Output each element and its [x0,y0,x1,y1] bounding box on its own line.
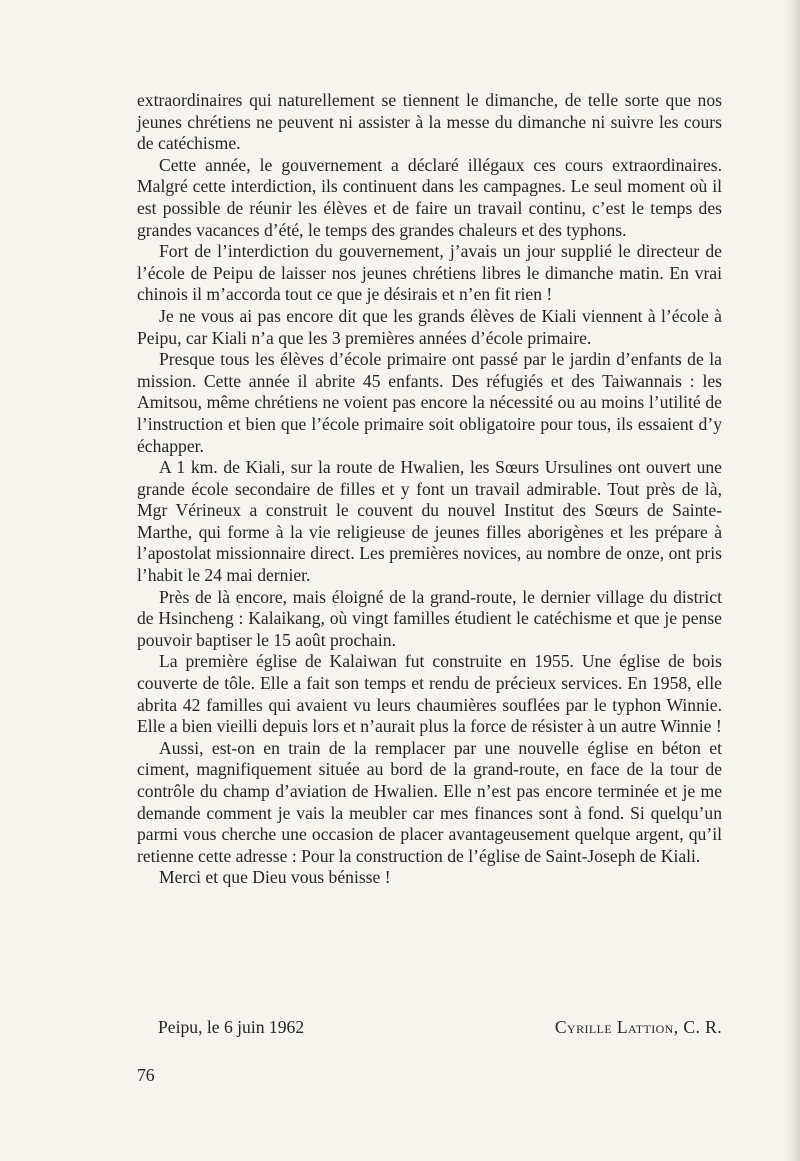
page-edge-shadow [786,0,800,1161]
place-date: Peipu, le 6 juin 1962 [158,1017,305,1037]
paragraph-5: Presque tous les élèves d’école primaire ont passé par le jardin d’enfants de la mission. Cette année il abrite 45 enfants. Des réfugiés et des Taiwannais : les Amitsou, même chrétiens ne voient pas encore la nécessité ou au moins l’utilité de l’instruction et bien que l’école primaire soit obligatoire pour tous, ils essaient d’y échapper. [137,349,722,456]
paragraph-3: Fort de l’interdiction du gouvernement, j’avais un jour supplié le directeur de l’école de Peipu de laisser nos jeunes chrétiens libres le dimanche matin. En vrai chinois il m’accorda tout ce que je désirais et n’en fit rien ! [137,241,722,305]
author-signature: Cyrille Lattion, C. R. [554,1017,722,1037]
closing-line [158,1017,722,1039]
paragraph-10: Merci et que Dieu vous bénisse ! [159,867,391,888]
body-text [137,90,722,889]
paragraph-2: Cette année, le gouvernement a déclaré illégaux ces cours extraordinaires. Malgré cette interdiction, ils continuent dans les campagnes. Le seul moment où il est possible de réunir les élèves et de faire un travail continu, c’est le temps des grandes vacances d’été, le temps des grandes chaleurs et des typhons. [137,154,722,240]
paragraph-6: A 1 km. de Kiali, sur la route de Hwalien, les Sœurs Ursulines ont ouvert une grande école secondaire de filles et y font un travail admirable. Tout près de là, Mgr Vérineux a construit le couvent du nouvel Institut des Sœurs de Sainte-Marthe, qui forme à la vie religieuse de jeunes filles aborigènes et les prépare à l’apostolat missionnaire direct. Les premières novices, au nombre de onze, ont pris l’habit le 24 mai dernier. [137,457,722,586]
paragraph-9: Aussi, est-on en train de la remplacer par une nouvelle église en béton et ciment, magnifiquement située au bord de la grand-route, en face de la tour de contrôle du champ d’aviation de Hwalien. Elle n’est pas encore terminée et je me demande comment je vais la meubler car mes finances sont à fond. Si quelqu’un parmi vous cherche une occasion de placer avantageusement quelque argent, qu’il retienne cette adresse : Pour la construction de l’église de Saint-Joseph de Kiali. [137,737,722,866]
paragraph-4: Je ne vous ai pas encore dit que les grands élèves de Kiali viennent à l’école à Peipu, car Kiali n’a que les 3 premières années d’école primaire. [137,305,722,348]
page-number: 76 [137,1065,155,1085]
paragraph-7: Près de là encore, mais éloigné de la grand-route, le dernier village du district de Hsincheng : Kalaikang, où vingt familles étudient le catéchisme et que je pense pouvoir baptiser le 15 août prochain. [137,586,722,650]
paragraph-8: La première église de Kalaiwan fut construite en 1955. Une église de bois couverte de tôle. Elle a fait son temps et rendu de précieux services. En 1958, elle abrita 42 familles qui avaient vu leurs chaumières souflées par le typhon Winnie. Elle a bien vieilli depuis lors et n’aurait plus la force de résister à un autre Winnie ! [137,651,722,737]
paragraph-1: extraordinaires qui naturellement se tiennent le dimanche, de telle sorte que nos jeunes chrétiens ne peuvent ni assister à la messe du dimanche ni suivre les cours de catéchisme. [137,90,722,154]
